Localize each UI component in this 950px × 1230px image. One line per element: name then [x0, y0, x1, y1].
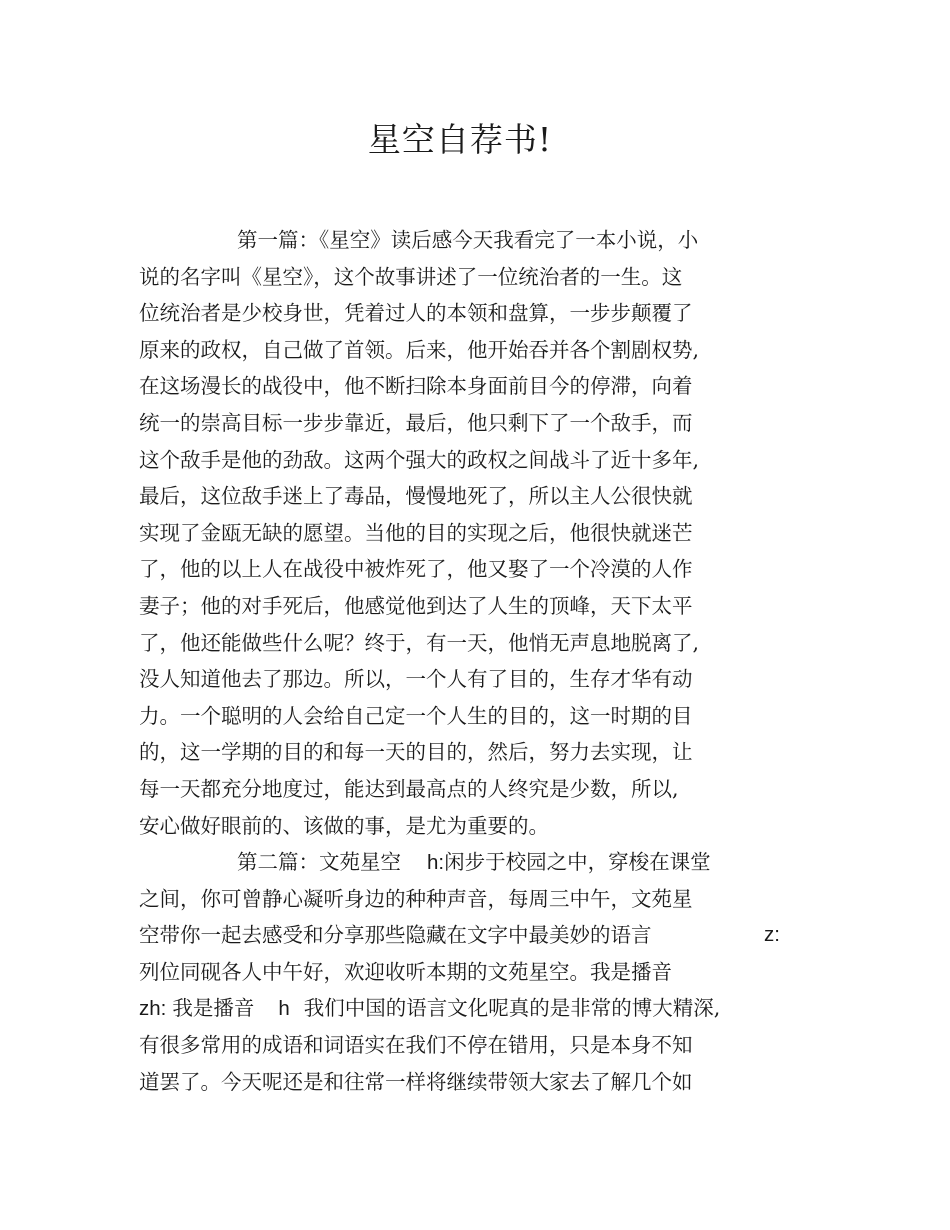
line-segment: 空带你一起去感受和分享那些隐藏在文字中最美妙的语言 — [139, 923, 652, 948]
paragraph-line: 道罢了。今天呢还是和往常一样将继续带领大家去了解几个如 — [139, 1069, 693, 1094]
speaker-tag: h: — [427, 851, 445, 875]
line-segment: 我们中国的语言文化呢真的是非常的博大精深, — [303, 996, 721, 1021]
paragraph-line: 安心做好眼前的、该做的事，是尤为重要的。 — [139, 813, 549, 838]
paragraph-line: 每一天都充分地度过，能达到最高点的人终究是少数，所以, — [139, 776, 679, 801]
paragraph-line: 了，他的以上人在战役中被炸死了，他又娶了一个冷漠的人作 — [139, 557, 693, 582]
paragraph-line: 位统治者是少校身世，凭着过人的本领和盘算，一步步颠覆了 — [139, 301, 693, 326]
speaker-tag: z: — [764, 923, 780, 947]
line-segment: 我是播音 — [172, 996, 255, 1021]
line-segment: 闲步于校园之中，穿梭在课堂 — [444, 850, 711, 875]
paragraph-line: 没人知道他去了那边。所以，一个人有了目的，生存才华有动 — [139, 667, 693, 692]
paragraph-line: 统一的崇高目标一步步靠近，最后，他只剩下了一个敌手，而 — [139, 410, 693, 435]
paragraph-line: 原来的政权，自己做了首领。后来，他开始吞并各个割剧权势, — [139, 337, 700, 362]
line-segment: 第二篇：文苑星空 — [237, 850, 401, 875]
page-title: 星空自荐书! — [367, 120, 553, 159]
paragraph-line — [139, 844, 799, 881]
paragraph-line: 力。一个聪明的人会给自己定一个人生的目的，这一时期的目 — [139, 703, 693, 728]
paragraph-line: 这个敌手是他的劲敌。这两个强大的政权之间战斗了近十多年, — [139, 447, 700, 472]
paragraph-line — [139, 917, 799, 954]
paragraph-line: 之间，你可曾静心凝听身边的种种声音，每周三中午，文苑星 — [139, 886, 693, 911]
paragraph-line: 说的名字叫《星空》，这个故事讲述了一位统治者的一生。这 — [139, 264, 683, 289]
paragraph-line: 最后，这位敌手迷上了毒品，慢慢地死了，所以主人公很快就 — [139, 484, 693, 509]
speaker-tag: h — [278, 997, 290, 1021]
document-body — [139, 222, 799, 1100]
paragraph-line: 了，他还能做些什么呢？终于，有一天，他悄无声息地脱离了, — [139, 630, 700, 655]
paragraph-line: 实现了金瓯无缺的愿望。当他的目的实现之后，他很快就迷芒 — [139, 520, 693, 545]
paragraph-line: 列位同砚各人中午好，欢迎收听本期的文苑星空。我是播音 — [139, 959, 672, 984]
paragraph-line: 妻子；他的对手死后，他感觉他到达了人生的顶峰，天下太平 — [139, 593, 693, 618]
paragraph-line: 的，这一学期的目的和每一天的目的，然后，努力去实现，让 — [139, 740, 693, 765]
paragraph-line: 第一篇：《星空》读后感今天我看完了一本小说，小 — [237, 228, 699, 252]
paragraph-line — [139, 990, 799, 1027]
speaker-tag: zh: — [139, 997, 167, 1021]
paragraph-line: 有很多常用的成语和词语实在我们不停在错用，只是本身不知 — [139, 1033, 693, 1058]
paragraph-line: 在这场漫长的战役中，他不断扫除本身面前目今的停滞，向着 — [139, 374, 693, 399]
